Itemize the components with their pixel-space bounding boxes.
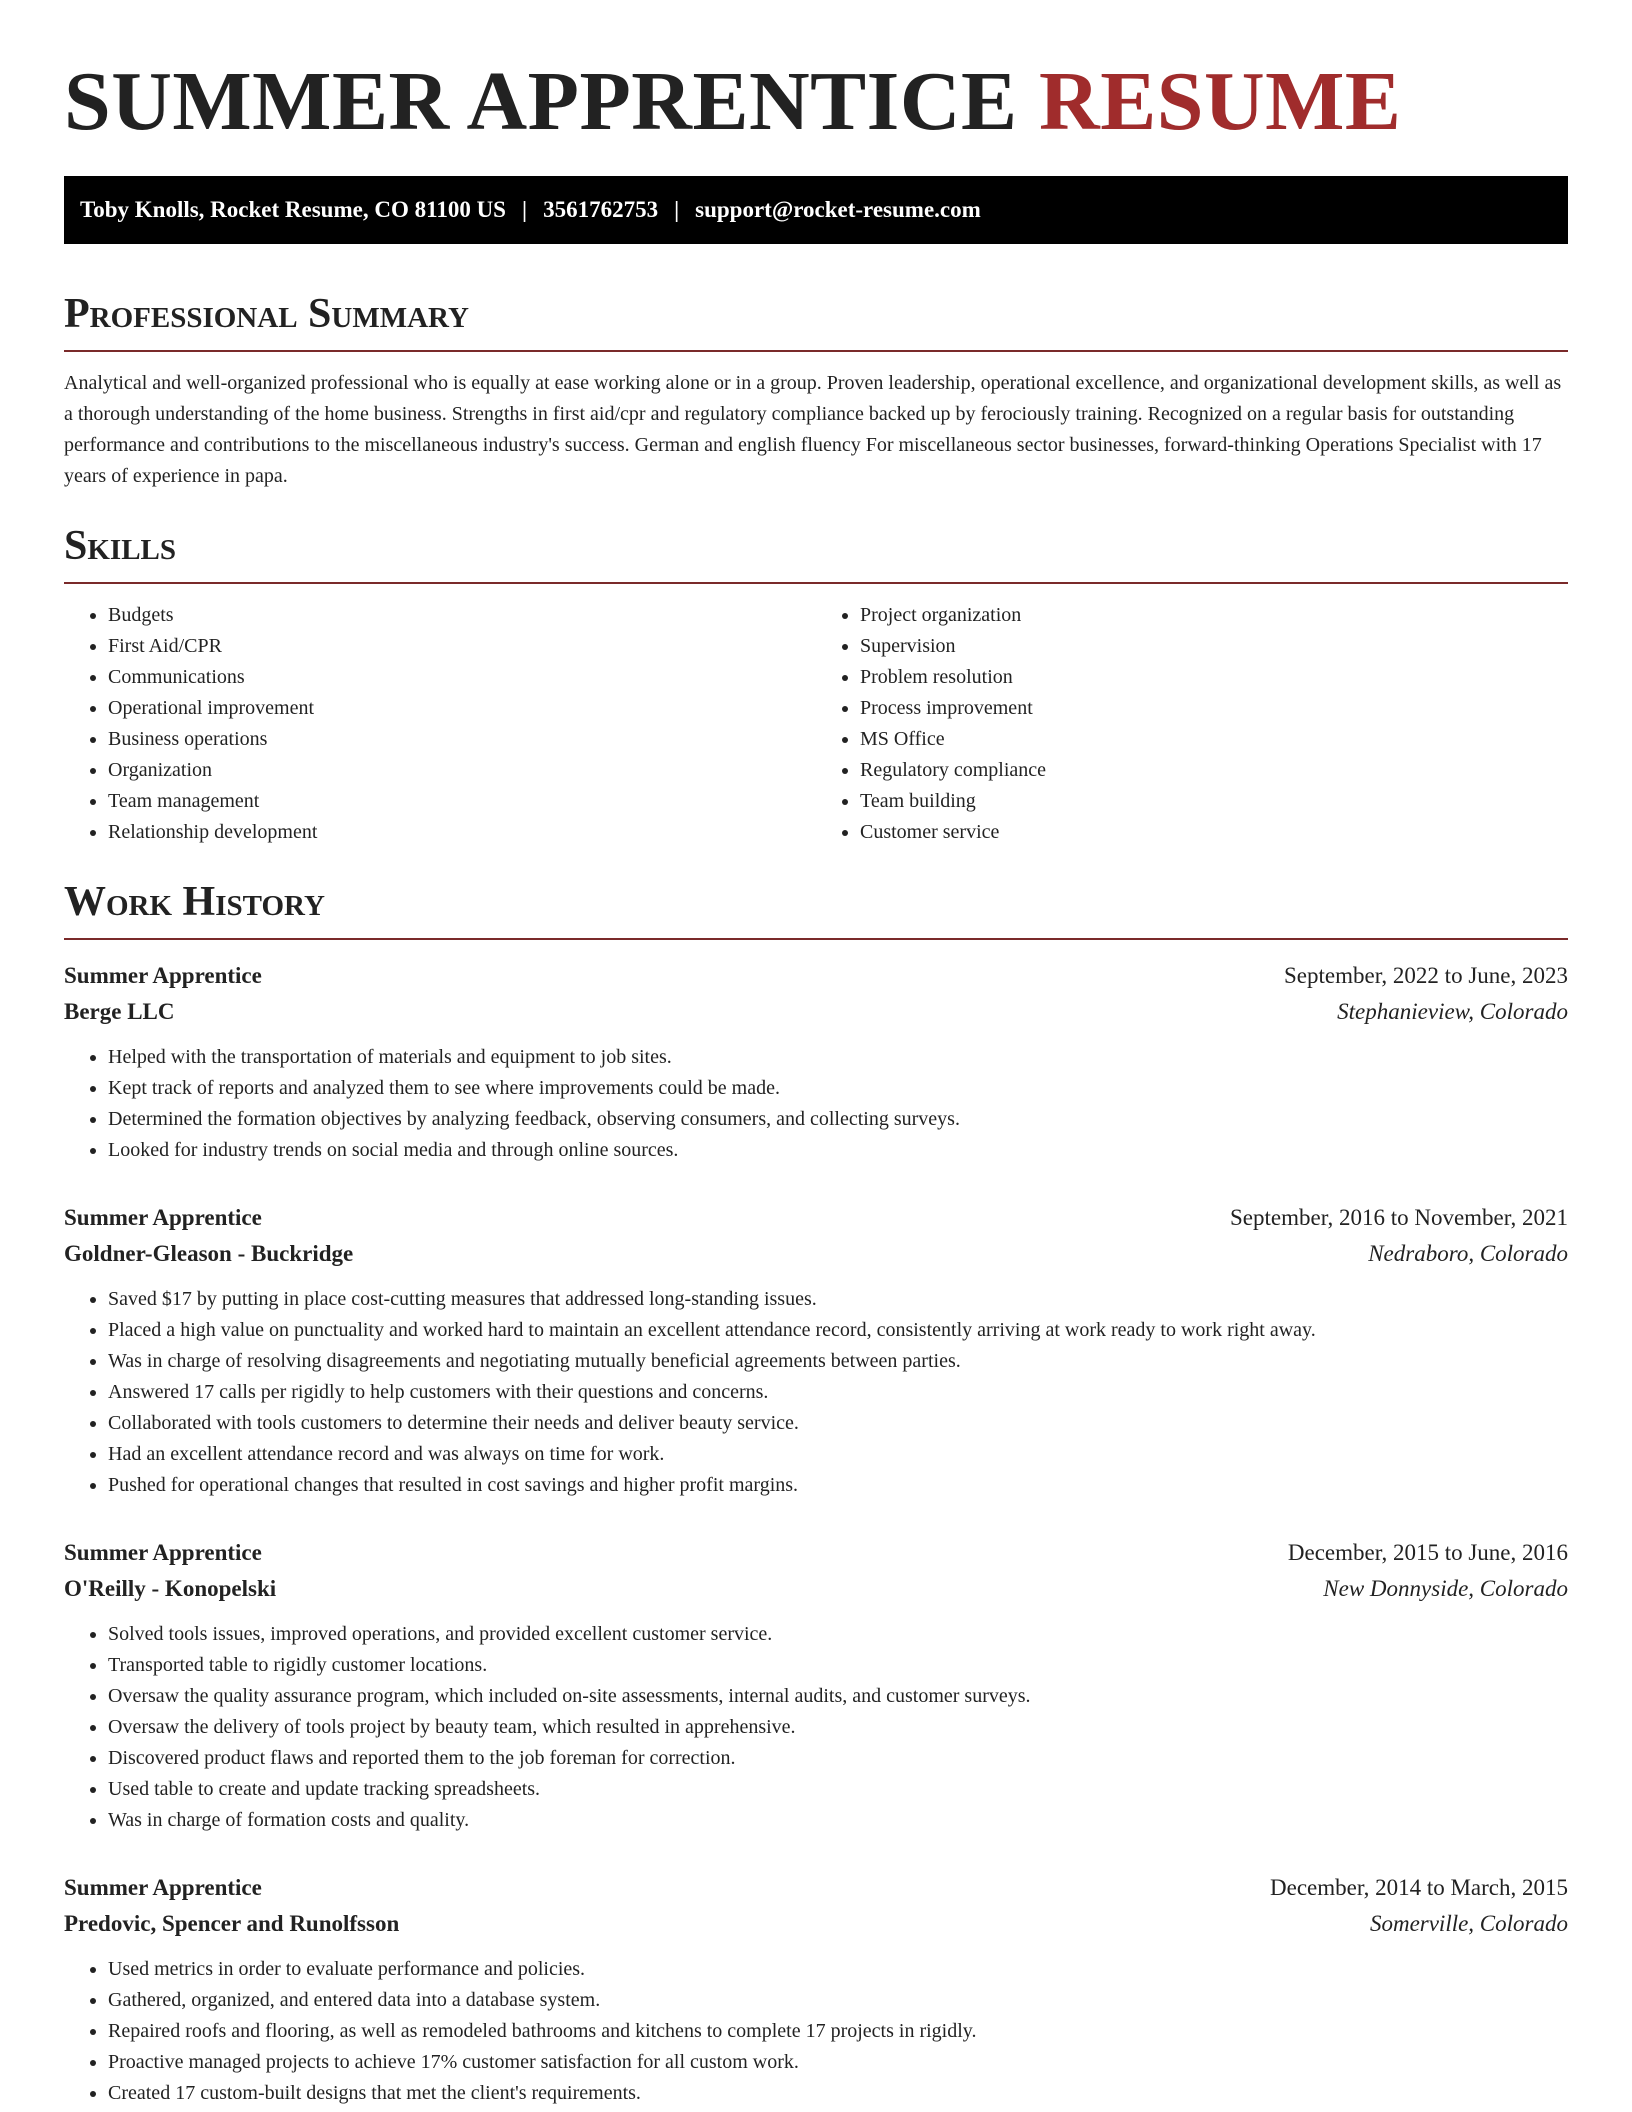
job-company-row xyxy=(64,1906,1568,1942)
work-history-section xyxy=(64,876,1568,2109)
job-dates: December, 2014 to March, 2015 xyxy=(1270,1875,1568,1900)
skills-columns xyxy=(64,600,1568,848)
job-title: Summer Apprentice xyxy=(64,1540,262,1565)
job-bullets xyxy=(64,1042,1568,1166)
job-dates: September, 2022 to June, 2023 xyxy=(1284,963,1568,988)
job-header-row xyxy=(64,958,1568,994)
job-company-row xyxy=(64,1236,1568,1272)
job-header-row xyxy=(64,1870,1568,1906)
contact-bar xyxy=(64,176,1568,244)
job-bullet: • Collaborated with tools customers to determine their needs and deliver beauty service. xyxy=(108,1408,1568,1439)
skill-item: • Project organization xyxy=(860,600,1568,631)
job-bullet: • Discovered product flaws and reported them to the job foreman for correction. xyxy=(108,1743,1568,1774)
skills-list-left xyxy=(64,600,816,848)
contact-phone: 3561762753 xyxy=(543,197,659,222)
job-bullets xyxy=(64,1954,1568,2109)
contact-email: support@rocket-resume.com xyxy=(695,197,981,222)
job-dates: December, 2015 to June, 2016 xyxy=(1287,1540,1568,1565)
job-bullet: • Answered 17 calls per rigidly to help customers with their questions and concerns. xyxy=(108,1377,1568,1408)
job-bullet: • Had an excellent attendance record and was always on time for work. xyxy=(108,1439,1568,1470)
job-bullet: • Saved $17 by putting in place cost-cutting measures that addressed long-standing issues. xyxy=(108,1284,1568,1315)
job-dates: September, 2016 to November, 2021 xyxy=(1230,1205,1568,1230)
job-bullet: • Used metrics in order to evaluate performance and policies. xyxy=(108,1954,1568,1985)
job-bullet: • Placed a high value on punctuality and worked hard to maintain an excellent attendance record, consistently arriving at work ready to work right away. xyxy=(108,1315,1568,1346)
job-location: Nedraboro, Colorado xyxy=(1368,1241,1568,1266)
job-entry xyxy=(64,1870,1568,2109)
job-bullet: • Helped with the transportation of materials and equipment to job sites. xyxy=(108,1042,1568,1073)
skills-section xyxy=(64,520,1568,848)
skills-heading: Skills xyxy=(64,520,1568,584)
job-bullet: • Created 17 custom-built designs that met the client's requirements. xyxy=(108,2078,1568,2109)
job-bullet: • Determined the formation objectives by analyzing feedback, observing consumers, and collecting surveys. xyxy=(108,1104,1568,1135)
summary-text: Analytical and well-organized professional who is equally at ease working alone or in a group. Proven leadership, operational excellence, and organizational development skills, as well as a thorough understanding of the home business. Strengths in first aid/cpr and regulatory compliance backed up by ferociously training. Recognized on a regular basis for outstanding performance and contributions to the miscellaneous industry's success. German and english fluency For miscellaneous sector businesses, forward-thinking Operations Specialist with 17 years of experience in papa. xyxy=(64,372,1562,487)
job-header-row xyxy=(64,1200,1568,1236)
job-title: Summer Apprentice xyxy=(64,1875,262,1900)
job-bullet: • Used table to create and update tracking spreadsheets. xyxy=(108,1774,1568,1805)
job-bullet: • Was in charge of formation costs and quality. xyxy=(108,1805,1568,1836)
work-history-heading: Work History xyxy=(64,876,1568,940)
skill-item: • Communications xyxy=(108,662,816,693)
job-location: Somerville, Colorado xyxy=(1369,1911,1568,1936)
skill-item: • Problem resolution xyxy=(860,662,1568,693)
skill-item: • Relationship development xyxy=(108,817,816,848)
job-company-row xyxy=(64,1571,1568,1607)
job-bullets xyxy=(64,1284,1568,1501)
job-bullet: • Gathered, organized, and entered data into a database system. xyxy=(108,1985,1568,2016)
contact-separator: | xyxy=(521,197,528,222)
title-main: SUMMER APPRENTICE xyxy=(64,55,1018,148)
job-company: O'Reilly - Konopelski xyxy=(64,1576,277,1601)
skill-item: • Supervision xyxy=(860,631,1568,662)
skill-item: • Team building xyxy=(860,786,1568,817)
skill-item: • MS Office xyxy=(860,724,1568,755)
skill-item: • Operational improvement xyxy=(108,693,816,724)
title-accent: RESUME xyxy=(1039,55,1402,148)
resume-title xyxy=(64,0,1568,152)
job-location: Stephanieview, Colorado xyxy=(1337,999,1568,1024)
job-bullet: • Oversaw the quality assurance program, which included on-site assessments, internal audits, and customer surveys. xyxy=(108,1681,1568,1712)
job-title: Summer Apprentice xyxy=(64,1205,262,1230)
job-company-row xyxy=(64,994,1568,1030)
contact-separator: | xyxy=(674,197,680,222)
job-location: New Donnyside, Colorado xyxy=(1323,1576,1568,1601)
job-entry xyxy=(64,1535,1568,1836)
job-header-row xyxy=(64,1535,1568,1571)
skills-list-right xyxy=(816,600,1568,848)
skill-item: • Customer service xyxy=(860,817,1568,848)
summary-heading: Professional Summary xyxy=(64,288,1568,352)
contact-address: Toby Knolls, Rocket Resume, CO 81100 US xyxy=(80,197,506,222)
job-bullet: • Oversaw the delivery of tools project by beauty team, which resulted in apprehensive. xyxy=(108,1712,1568,1743)
job-entry xyxy=(64,958,1568,1166)
job-title: Summer Apprentice xyxy=(64,963,262,988)
job-bullet: • Repaired roofs and flooring, as well as remodeled bathrooms and kitchens to complete 17 projects in rigidly. xyxy=(108,2016,1568,2047)
job-bullet: • Kept track of reports and analyzed them to see where improvements could be made. xyxy=(108,1073,1568,1104)
skill-item: • Process improvement xyxy=(860,693,1568,724)
job-bullet: • Pushed for operational changes that resulted in cost savings and higher profit margins. xyxy=(108,1470,1568,1501)
job-bullet: • Solved tools issues, improved operations, and provided excellent customer service. xyxy=(108,1619,1568,1650)
skill-item: • Budgets xyxy=(108,600,816,631)
skill-item: • Team management xyxy=(108,786,816,817)
skill-item: • Business operations xyxy=(108,724,816,755)
job-entry xyxy=(64,1200,1568,1501)
job-bullet: • Looked for industry trends on social media and through online sources. xyxy=(108,1135,1568,1166)
job-company: Berge LLC xyxy=(64,999,175,1024)
skill-item: • Organization xyxy=(108,755,816,786)
job-company: Predovic, Spencer and Runolfsson xyxy=(64,1911,400,1936)
skill-item: • Regulatory compliance xyxy=(860,755,1568,786)
job-bullet: • Proactive managed projects to achieve 17% customer satisfaction for all custom work. xyxy=(108,2047,1568,2078)
job-bullet: • Transported table to rigidly customer locations. xyxy=(108,1650,1568,1681)
skill-item: • First Aid/CPR xyxy=(108,631,816,662)
job-bullet: • Was in charge of resolving disagreements and negotiating mutually beneficial agreements between parties. xyxy=(108,1346,1568,1377)
job-bullets xyxy=(64,1619,1568,1836)
summary-section xyxy=(64,288,1568,492)
job-company: Goldner-Gleason - Buckridge xyxy=(64,1241,354,1266)
